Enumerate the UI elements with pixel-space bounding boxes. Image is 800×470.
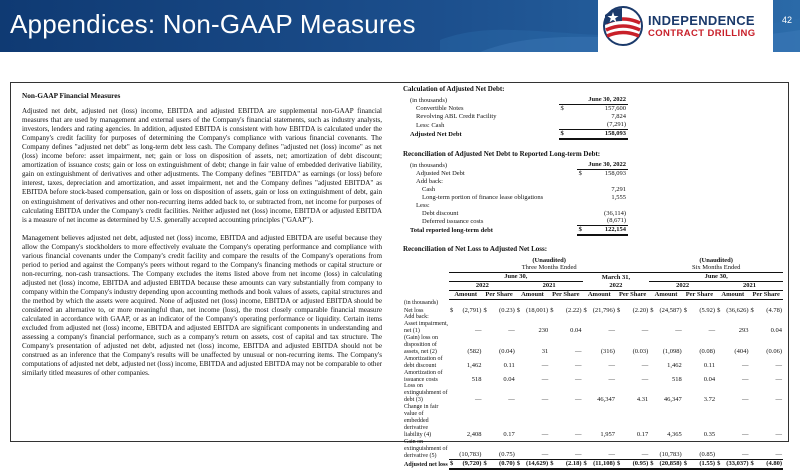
row-label: Amortization of issuance costs [404, 369, 443, 383]
recon-net-loss-title: Reconciliation of Net Loss to Adjusted Net Loss: [403, 245, 548, 254]
value-cell: (0.75) [490, 439, 516, 460]
value-cell: — [575, 361, 582, 369]
currency-cell [683, 383, 691, 404]
value-cell: (33,037) [722, 459, 749, 468]
value-cell: — [474, 327, 482, 335]
currency-cell: $ [583, 306, 587, 314]
date-header: June 30, 2022 [577, 161, 628, 169]
currency-cell [683, 356, 691, 370]
currency-cell [683, 335, 691, 356]
unit-label: (in thousands) [404, 299, 439, 306]
currency-cell [750, 404, 758, 439]
currency-cell: $ [450, 306, 454, 314]
logo-wordmark-line2: CONTRACT DRILLING [648, 27, 756, 39]
row-label: Loss on extinguishment of debt (3) [404, 383, 448, 404]
recon-net-loss-table: (Unaudited) (Unaudited) Three Months Ended Six Months Ended June 30, March 31, June 30, 2022 2021 2022 2022 2021 Amount Per Share Amount Per Share Amount Per Share Amount Per Share Amount Per Share (in thousands) Net loss $ (2,791) $ (0.23) $ (18,001) $ (2.22) $ (21,796) $ (2.20) $ (24,587) $ (5.92) $ (36,626) $ (4.78) Add back: Asset impairment, net (1) — — 230 0.04 — — — — 293 0.04 (Gain) loss on disposition of assets, net (2) (582) (0.04) 31 — (316) (0.03) (1,098) (0.08) (404) (0.06) Amortization of debt discount 1,462 0.11 — — — — 1,462 0.11 — — Amortization of issuance costs 518 0.04 — — — — 518 0.04 — — Loss on extinguishment of debt (3) — — — — 46,347 4.31 46,347 3.72 — — Change in fair value of embedded derivative liability (4) 2,408 0.17 — — 1,957 0.17 4,365 0.35 — — Gain on extinguishment of derivative (5) (10,783) (0.75) — — — — (10,783) (0.85) — — Adjusted net loss $ (9,720) $ (0.70) $ (14,629) $ (2.18) $ (11,108) $ (0.95) $ (20,858) $ (1.55) $ (33,037) $ (4.80) [404, 256, 782, 468]
currency-cell: $ [516, 459, 521, 467]
currency-cell: $ [583, 459, 587, 467]
currency-cell: $ [550, 306, 554, 314]
currency-cell [482, 383, 490, 404]
flag-star-logo-icon [602, 5, 644, 47]
value-cell: — [775, 396, 782, 404]
value-cell: (404) [734, 347, 749, 355]
value-cell: (2.18) [557, 459, 583, 468]
value-cell: 0.04 [570, 327, 582, 335]
currency-cell [549, 321, 557, 335]
value-cell: 0.04 [503, 375, 515, 383]
currency-cell [750, 335, 758, 356]
header-band [0, 0, 800, 52]
value-cell: (0.95) [624, 459, 650, 468]
value-cell: (0.08) [699, 347, 716, 355]
currency-cell [549, 439, 557, 460]
value-cell: (2,791) [462, 306, 482, 314]
recon-long-term-debt-table [408, 161, 628, 236]
value-cell [557, 314, 583, 321]
value-cell: 0.11 [503, 361, 515, 369]
currency-cell [750, 356, 758, 370]
value-cell: — [557, 439, 583, 460]
currency-cell [482, 314, 490, 321]
table-row [403, 307, 783, 315]
currency-cell: $ [650, 459, 654, 467]
value-cell: (20,858) [655, 459, 682, 468]
currency-cell [549, 335, 557, 356]
currency-cell: $ [483, 306, 487, 314]
recon-long-term-debt-title: Reconciliation of Adjusted Net Debt to Reported Long-term Debt: [403, 149, 601, 158]
currency-cell [683, 439, 691, 460]
currency-cell [683, 404, 691, 439]
currency-cell [482, 370, 490, 384]
value-cell [455, 314, 482, 321]
currency-cell: $ [750, 306, 754, 314]
currency-cell: $ [450, 459, 454, 467]
value-cell: (24,587) [659, 306, 682, 314]
table-row: Deferred issuance costs (8,671) [422, 217, 626, 225]
currency-cell: $ [683, 459, 691, 468]
value-cell: — [675, 327, 682, 335]
value-cell: (0.06) [766, 347, 782, 355]
value-cell [490, 314, 516, 321]
value-cell: — [624, 439, 650, 460]
value-cell: (1,098) [662, 347, 682, 355]
value-cell: (5.92) [699, 306, 716, 314]
currency-cell [750, 321, 758, 335]
value-cell: — [608, 375, 615, 383]
definition-paragraph: Adjusted net debt, adjusted net (loss) income, EBITDA and adjusted EBITDA are supplemental non-GAAP financial measures that are used by management and external users of the Company's financial statements, such as industry analysts, investors, lenders and rating agencies. In addition, adjusted EBITDA is consistent with how EBITDA is calculated under the Company's credit facility for purposes of determining the Company's compliance with various financial covenants. The Company defines "adjusted net debt" as long-term debt less cash. The Company defines "adjusted net (loss) income" as net (loss) income before: asset impairment, net; gain or loss on disposition of assets, net; amortization of debt discount; amortization of issuance costs; gain or loss on extinguishment of debt; change in fair value of embedded derivative liability, gain on extinguishment of derivatives and other adjustments. The Company defines "EBITDA" as earnings (or loss) before interest, taxes, depreciation and amortization, and asset impairment, net and the Company defines "adjusted EBITDA" as EBITDA before stock-based compensation, gain or loss on disposition of assets, gain or loss on extinguishment of debt, gain on extinguishment of derivatives and other non-recurring items added back to, or subtracted from, net income for purposes of calculating EBITDA under the Company's credit facilities. Neither adjusted net (loss) income, EBITDA or adjusted EBITDA is a measure of net income as determined by U.S. generally accepted accounting principles ("GAAP"). [22, 107, 382, 224]
value-cell: (2.20) [632, 306, 649, 314]
value-cell: — [708, 327, 716, 335]
value-cell: (2.22) [565, 306, 582, 314]
currency-cell [750, 314, 758, 321]
value-cell [690, 314, 716, 321]
value-cell: — [541, 396, 549, 404]
value-cell: — [775, 430, 782, 438]
value-cell: — [541, 430, 549, 438]
currency-cell: $ [516, 306, 521, 314]
value-cell: 4.31 [636, 396, 649, 404]
value-cell [722, 314, 749, 321]
value-cell: — [722, 439, 749, 460]
value-cell: — [541, 361, 549, 369]
value-cell: 0.04 [703, 375, 716, 383]
currency-cell [482, 439, 490, 460]
value-cell: 46,347 [597, 396, 615, 404]
value-cell: — [508, 327, 515, 335]
value-cell: 230 [538, 327, 549, 335]
table-row: Less: [416, 201, 430, 209]
currency-cell [482, 404, 490, 439]
value-cell: (10,783) [655, 439, 682, 460]
value-cell: 0.17 [636, 430, 649, 438]
table-row: Cash 7,291 [422, 185, 626, 193]
table-row [403, 314, 783, 321]
value-cell [757, 314, 783, 321]
table-row [403, 321, 783, 335]
table-row: Debt discount (36,114) [422, 209, 626, 217]
value-cell: — [474, 396, 482, 404]
non-gaap-text-column [22, 91, 382, 387]
value-cell: (9,720) [455, 459, 482, 468]
value-cell: — [522, 439, 549, 460]
currency-cell [482, 335, 490, 356]
value-cell: 1,462 [466, 361, 482, 369]
currency-cell [549, 314, 557, 321]
currency-cell [616, 404, 624, 439]
table-row: Revolving ABL Credit Facility 7,824 [416, 113, 626, 121]
value-cell: — [775, 375, 782, 383]
value-cell: — [575, 375, 582, 383]
value-cell: 0.04 [770, 327, 782, 335]
currency-cell [683, 370, 691, 384]
total-row: Total reported long-term debt $ 122,154 [410, 226, 626, 235]
row-label: Amortization of debt discount [404, 355, 443, 369]
date-header: June 30, 2022 [559, 96, 628, 104]
value-cell: 518 [671, 375, 682, 383]
value-cell [522, 314, 549, 321]
value-cell: — [742, 361, 749, 369]
value-cell: 0.17 [503, 430, 515, 438]
currency-cell [616, 321, 624, 335]
group-header-six-months: (Unaudited) [699, 256, 733, 264]
value-cell: 31 [541, 347, 549, 355]
value-cell: 3.72 [703, 396, 716, 404]
tables-column [403, 85, 783, 470]
currency-cell: $ [482, 459, 490, 468]
value-cell: — [575, 430, 582, 438]
total-row [403, 459, 783, 468]
value-cell: — [608, 361, 615, 369]
unit-label: (in thousands) [410, 96, 448, 104]
adjusted-net-debt-title: Calculation of Adjusted Net Debt: [403, 85, 505, 93]
table-row [403, 383, 783, 404]
value-cell: — [742, 375, 749, 383]
currency-cell [616, 314, 624, 321]
currency-cell [616, 383, 624, 404]
table-row [403, 370, 783, 384]
value-cell: 46,347 [663, 396, 682, 404]
table-row: Adjusted Net Debt $ 158,093 [416, 170, 626, 178]
currency-cell: $ [683, 306, 687, 314]
currency-cell [750, 383, 758, 404]
value-cell: — [775, 361, 782, 369]
value-cell: 0.11 [703, 361, 716, 369]
table-row: Convertible Notes $ 157,600 [416, 105, 626, 113]
value-cell: — [641, 375, 649, 383]
value-cell: 4,365 [667, 430, 682, 438]
currency-cell [549, 370, 557, 384]
value-cell: — [742, 396, 749, 404]
unit-label: (in thousands) [410, 161, 448, 169]
value-cell: 293 [738, 327, 749, 335]
content-frame [10, 82, 789, 468]
non-gaap-heading: Non-GAAP Financial Measures [22, 91, 121, 100]
table-row [403, 439, 783, 460]
value-cell: (14,629) [522, 459, 549, 468]
value-cell: — [588, 439, 615, 460]
value-cell: — [757, 439, 783, 460]
currency-cell: $ [616, 459, 624, 468]
currency-cell: $ [650, 306, 654, 314]
value-cell: — [575, 396, 582, 404]
currency-cell [616, 439, 624, 460]
value-cell: (0.85) [690, 439, 716, 460]
row-label: Net loss [404, 307, 424, 314]
currency-cell [616, 335, 624, 356]
value-cell: 0.35 [703, 430, 716, 438]
total-row: Adjusted Net Debt $ 158,093 [410, 129, 626, 138]
currency-cell [750, 370, 758, 384]
value-cell: — [608, 327, 615, 335]
table-row: Long-term portion of finance lease obligations 1,555 [422, 193, 626, 201]
currency-cell [482, 321, 490, 335]
row-label: Adjusted net loss [404, 461, 448, 468]
page-number: 42 [781, 15, 792, 25]
currency-cell [750, 439, 758, 460]
group-header-three-months: (Unaudited) [532, 256, 566, 264]
value-cell: 1,957 [600, 430, 615, 438]
value-cell: (316) [600, 347, 615, 355]
currency-cell [683, 321, 691, 335]
value-cell: (4.78) [766, 306, 782, 314]
row-label: Add back: [404, 314, 429, 321]
company-logo [598, 0, 773, 52]
value-cell: (0.70) [490, 459, 516, 468]
currency-cell [482, 356, 490, 370]
value-cell: — [541, 375, 549, 383]
usefulness-paragraph: Management believes adjusted net debt, adjusted net (loss) income, EBITDA and adjusted EBITDA are useful because they allow the Company's stockholders to more effectively evaluate the Company's operating performance and compliance with various financial covenants under the Company's credit facility and compare the results of the Company's operations from period to period and against the Company's peers without regard to the Company's financing methods or capital structure or non-recurring, non-cash transactions. The Company excludes the items listed above from net income (loss) in calculating adjusted net (loss) income, EBITDA and adjusted EBITDA because these amounts can vary substantially from company to company within the Company's industry depending upon accounting methods and book values of assets, capital structures and the method by which the assets were acquired. None of adjusted net (loss) income, EBITDA or adjusted EBITDA should be considered an alternative to, or more meaningful than, net income (loss), the most closely comparable financial measure calculated in accordance with GAAP, or as an indicator of the Company's operating performance or liquidity. Certain items excluded from adjusted net (loss) income, EBITDA and adjusted EBITDA are significant components in understanding and assessing a company's financial performance, such as a company's return on assets, cost of capital and tax structure. The Company's presentation of adjusted net debt, adjusted net (loss) income, EBITDA and adjusted EBITDA should not be construed as an inference that the Company's results will be unaffected by unusual or non-recurring items. The Company's computations of adjusted net debt, adjusted net (loss) income, EBITDA and adjusted EBITDA may not be comparable to other similarly titled measures of other companies. [22, 233, 382, 378]
value-cell: — [641, 361, 649, 369]
logo-wordmark-line1: INDEPENDENCE [648, 12, 755, 28]
currency-cell: $ [717, 306, 721, 314]
value-cell: 518 [471, 375, 482, 383]
currency-cell [616, 356, 624, 370]
currency-cell [616, 370, 624, 384]
value-cell [624, 314, 650, 321]
value-cell: — [508, 396, 515, 404]
value-cell: (11,108) [588, 459, 615, 468]
table-row: Less: Cash (7,291) [416, 121, 626, 129]
value-cell: — [575, 347, 582, 355]
currency-cell: $ [750, 459, 758, 468]
value-cell: (36,626) [726, 306, 749, 314]
row-label: Gain on extinguishment of derivative (5) [404, 438, 448, 459]
value-cell: — [742, 430, 749, 438]
table-row: Add back: [416, 177, 443, 185]
value-cell: (10,783) [455, 439, 482, 460]
row-label: Change in fair value of embedded derivative liability (4) [404, 404, 439, 438]
value-cell: (21,796) [592, 306, 615, 314]
currency-cell [549, 383, 557, 404]
row-label: (Gain) loss on disposition of assets, net (2) [404, 335, 438, 355]
value-cell: (0.04) [499, 347, 515, 355]
value-cell [655, 314, 682, 321]
value-cell: (1.55) [690, 459, 716, 468]
currency-cell [549, 356, 557, 370]
value-cell: (4.80) [757, 459, 783, 468]
value-cell [588, 314, 615, 321]
currency-cell: $ [717, 459, 721, 467]
table-row [403, 335, 783, 356]
currency-cell [549, 404, 557, 439]
value-cell: (18,001) [525, 306, 549, 314]
value-cell: — [641, 327, 649, 335]
adjusted-net-debt-table [408, 96, 628, 140]
value-cell: (0.03) [632, 347, 649, 355]
currency-cell: $ [616, 306, 621, 314]
table-row [403, 356, 783, 370]
table-row [403, 404, 783, 439]
value-cell: (0.23) [499, 306, 515, 314]
value-cell: (582) [467, 347, 482, 355]
row-label: Asset impairment, net (1) [404, 321, 448, 335]
value-cell: 1,462 [667, 361, 682, 369]
currency-cell: $ [549, 459, 557, 468]
slide-title: Appendices: Non-GAAP Measures [10, 9, 416, 39]
currency-cell [683, 314, 691, 321]
value-cell: 2,408 [466, 430, 482, 438]
